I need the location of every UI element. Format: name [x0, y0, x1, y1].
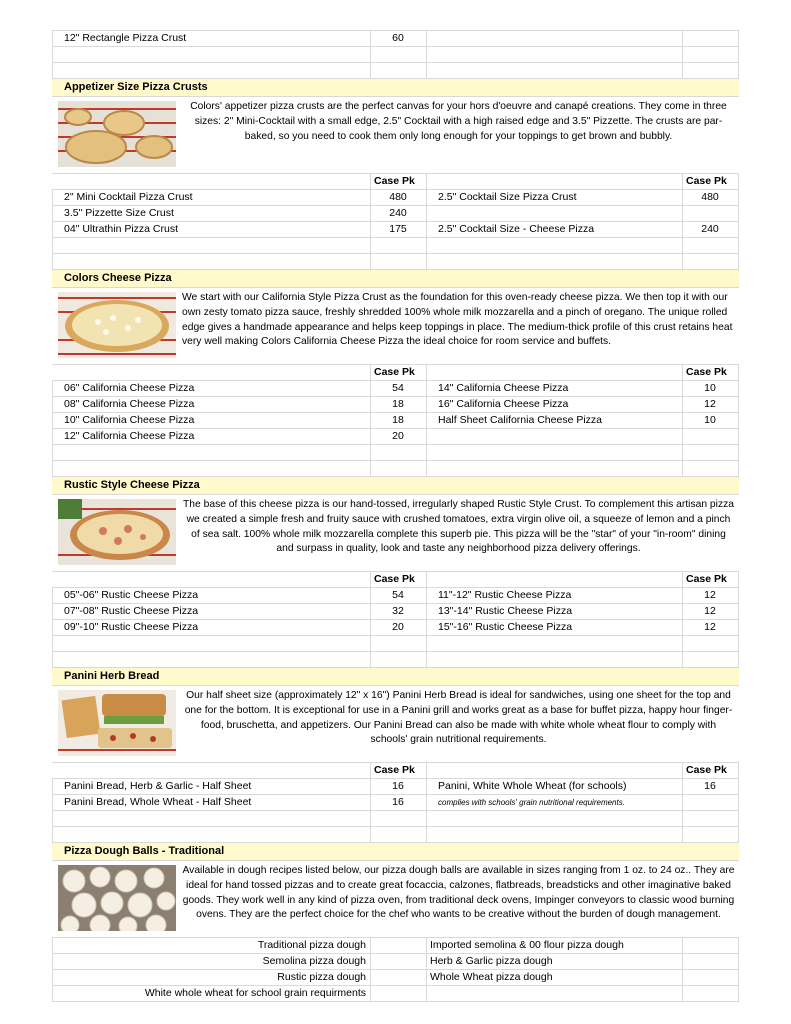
spacer-row — [52, 445, 739, 461]
table-row — [52, 397, 739, 413]
section-title: Colors Cheese Pizza — [52, 270, 739, 288]
item-qty: 60 — [392, 32, 404, 44]
panini-bread-photo — [58, 690, 176, 756]
item-name: 13"-14" Rustic Cheese Pizza — [438, 605, 573, 617]
case-pk-header: Case Pk — [686, 175, 727, 187]
schools-note: complies with schools' grain nutritional requirements. — [438, 798, 625, 807]
section-title: Pizza Dough Balls - Traditional — [52, 843, 739, 861]
item-name: 07"-08" Rustic Cheese Pizza — [64, 605, 199, 617]
item-qty: 12 — [704, 398, 716, 410]
case-pk-header: Case Pk — [686, 764, 727, 776]
item-qty: 12 — [704, 605, 716, 617]
case-pk-header: Case Pk — [374, 175, 415, 187]
section-description-row — [52, 288, 739, 365]
case-pk-header: Case Pk — [374, 573, 415, 585]
item-name: 2" Mini Cocktail Pizza Crust — [64, 191, 193, 203]
item-qty: 480 — [701, 191, 719, 203]
appetizer-crusts-photo — [58, 101, 176, 167]
table-header-row — [52, 174, 739, 190]
item-qty: 54 — [392, 382, 404, 394]
case-pk-header: Case Pk — [374, 366, 415, 378]
spacer-row — [52, 254, 739, 270]
table-row — [52, 429, 739, 445]
item-qty: 20 — [392, 430, 404, 442]
item-name: 14" California Cheese Pizza — [438, 382, 569, 394]
description-text: Available in dough recipes listed below, our pizza dough balls are available in sizes ranging from 1 oz. to 24 oz.. They are ideal for hand tossed pizzas and to create great focaccia, calzones, flatbreads, breadsticks and other imaginative baked goods. They work well in any kind of pizza oven, from traditional deck ovens, Impinger conveyors to classic wood burning ovens. They are the perfect choice for the chef who wants to be creative without the burden of dough management. — [182, 865, 735, 921]
item-qty: 18 — [392, 414, 404, 426]
product-sheet — [52, 30, 739, 1002]
section-title: Rustic Style Cheese Pizza — [52, 477, 739, 495]
section-title: Appetizer Size Pizza Crusts — [52, 79, 739, 97]
description-text: The base of this cheese pizza is our hand-tossed, irregularly shaped Rustic Style Crust. To complement this artisan pizza we created a simple fresh and fruity sauce with crushed tomatoes, extra virgin olive oil, a squeeze of lemon and a pinch of sea salt. 100% whole milk mozzarella complete this superb pie. This pizza will be the "star" of your "in-room" dining and surpass in quality, look and taste any neighborhood pizza delivery offerings. — [183, 499, 734, 555]
table-row — [52, 30, 739, 47]
item-name: Panini Bread, Whole Wheat - Half Sheet — [64, 796, 252, 808]
description-text: Our half sheet size (approximately 12" x 16") Panini Herb Bread is ideal for sandwiches, using one sheet for the top and one for the bottom. It is exceptional for use in a Panini grill and works great as a base for buffet pizza, happy hour finger-food, bruschetta, and appetizers. Our Panini Bread can also be made with white whole wheat flour to comply with schools' grain nutritional requirements. — [184, 690, 733, 746]
table-row — [52, 588, 739, 604]
dough-type: Whole Wheat pizza dough — [430, 971, 553, 983]
item-qty: 240 — [389, 207, 407, 219]
table-row — [52, 604, 739, 620]
table-header-row — [52, 365, 739, 381]
section-description-row — [52, 97, 739, 174]
item-name: Panini, White Whole Wheat (for schools) — [438, 780, 627, 792]
case-pk-header: Case Pk — [686, 366, 727, 378]
table-row — [52, 381, 739, 397]
item-name: 04" Ultrathin Pizza Crust — [64, 223, 179, 235]
item-qty: 480 — [389, 191, 407, 203]
table-row — [52, 413, 739, 429]
rustic-pizza-photo — [58, 499, 176, 565]
table-row — [52, 779, 739, 795]
item-qty: 240 — [701, 223, 719, 235]
table-row — [52, 970, 739, 986]
table-row — [52, 938, 739, 954]
item-name: 3.5" Pizzette Size Crust — [64, 207, 174, 219]
item-qty: 18 — [392, 398, 404, 410]
section-description-row — [52, 861, 739, 938]
item-name: Half Sheet California Cheese Pizza — [438, 414, 603, 426]
description-text: Colors' appetizer pizza crusts are the perfect canvas for your hors d'oeuvre and canapé creations. They come in three sizes: 2" Mini-Cocktail with a small edge, 2.5" Cocktail with a high raised edge and 3.5" Pizzette. The crusts are par-baked, so you need to cook them only long enough for your toppings to get brown and bubbly. — [190, 101, 727, 142]
description-text: We start with our California Style Pizza Crust as the foundation for this oven-ready cheese pizza. We then top it with our own zesty tomato pizza sauce, freshly shredded 100% whole milk mozzarella and a pinch of oregano. The unique rolled edge gives a handmade appearance and helps keep toppings in place. The medium-thick profile of this crust retains heat very well making Colors California Cheese Pizza the ideal choice for room service and buffets. — [182, 292, 733, 348]
cheese-pizza-photo — [58, 292, 176, 358]
item-name: 15"-16" Rustic Cheese Pizza — [438, 621, 573, 633]
item-qty: 54 — [392, 589, 404, 601]
table-header-row — [52, 763, 739, 779]
table-row — [52, 206, 739, 222]
dough-type: Rustic pizza dough — [277, 971, 366, 983]
table-row — [52, 190, 739, 206]
item-qty: 20 — [392, 621, 404, 633]
item-qty: 12 — [704, 589, 716, 601]
case-pk-header: Case Pk — [686, 573, 727, 585]
item-qty: 16 — [392, 780, 404, 792]
dough-type: Semolina pizza dough — [262, 955, 366, 967]
item-qty: 10 — [704, 382, 716, 394]
item-qty: 10 — [704, 414, 716, 426]
item-name: 16" California Cheese Pizza — [438, 398, 569, 410]
item-name: Panini Bread, Herb & Garlic - Half Sheet — [64, 780, 252, 792]
item-qty: 16 — [704, 780, 716, 792]
case-pk-header: Case Pk — [374, 764, 415, 776]
dough-type: White whole wheat for school grain requirments — [144, 987, 366, 999]
item-qty: 12 — [704, 621, 716, 633]
spacer-row — [52, 238, 739, 254]
dough-balls-photo — [58, 865, 176, 931]
spacer-row — [52, 47, 739, 63]
table-row — [52, 222, 739, 238]
table-row — [52, 620, 739, 636]
item-name: 08" California Cheese Pizza — [64, 398, 195, 410]
item-name: 11"-12" Rustic Cheese Pizza — [438, 589, 572, 601]
table-row — [52, 986, 739, 1002]
item-qty: 32 — [392, 605, 404, 617]
dough-type: Imported semolina & 00 flour pizza dough — [430, 939, 624, 951]
spacer-row — [52, 63, 739, 79]
table-row — [52, 795, 739, 811]
table-header-row — [52, 572, 739, 588]
section-description-row — [52, 495, 739, 572]
section-description-row — [52, 686, 739, 763]
item-name: 10" California Cheese Pizza — [64, 414, 195, 426]
spacer-row — [52, 652, 739, 668]
item-name: 12" Rectangle Pizza Crust — [64, 32, 187, 44]
item-name: 09"-10" Rustic Cheese Pizza — [64, 621, 199, 633]
item-qty: 175 — [389, 223, 407, 235]
item-name: 2.5" Cocktail Size - Cheese Pizza — [438, 223, 595, 235]
item-name: 05"-06" Rustic Cheese Pizza — [64, 589, 199, 601]
dough-type: Herb & Garlic pizza dough — [430, 955, 553, 967]
section-title: Panini Herb Bread — [52, 668, 739, 686]
item-name: 12" California Cheese Pizza — [64, 430, 195, 442]
dough-type: Traditional pizza dough — [257, 939, 366, 951]
spacer-row — [52, 827, 739, 843]
item-qty: 16 — [392, 796, 404, 808]
spacer-row — [52, 461, 739, 477]
table-row — [52, 954, 739, 970]
spacer-row — [52, 636, 739, 652]
item-name: 06" California Cheese Pizza — [64, 382, 195, 394]
spacer-row — [52, 811, 739, 827]
item-name: 2.5" Cocktail Size Pizza Crust — [438, 191, 577, 203]
